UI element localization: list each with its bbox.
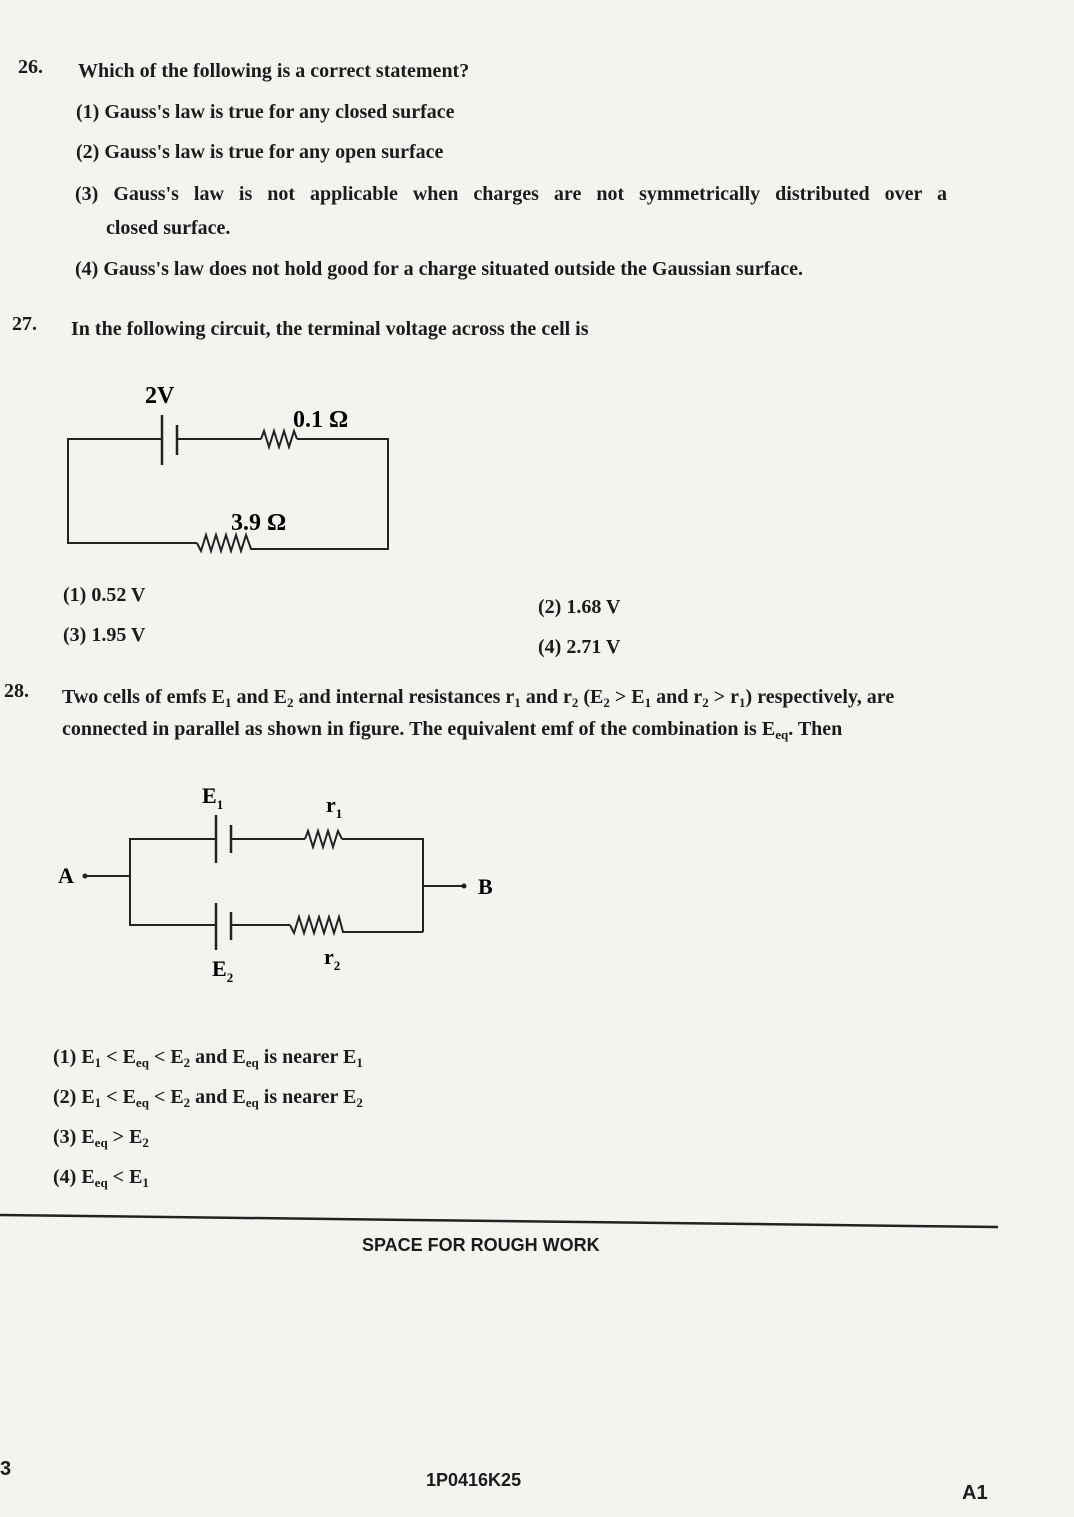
q28-e2-label: $E_2$ (212, 956, 234, 985)
q28-resistor-r1 (305, 831, 342, 847)
q28-parallel-circuit-diagram (50, 770, 510, 995)
q26-option-3: (3) Gauss's law is not applicable when charges are not symmetrically distributed over a (75, 183, 948, 205)
q28-terminal-b (462, 884, 467, 889)
q28-option-4: (4) $E_{eq} < E_1$ (53, 1166, 149, 1190)
q28-wire (130, 839, 216, 925)
q26-option-3-cont: closed surface. (106, 217, 231, 239)
q28-number: 28. (4, 680, 29, 702)
q28-point-b-label: B (478, 874, 493, 899)
q27-number: 27. (12, 313, 37, 335)
q26-option-4: (4) Gauss's law does not hold good for a charge situated outside the Gaussian surface. (75, 258, 804, 280)
q28-e1-label: $E_1$ (202, 783, 224, 812)
q28-option-3: (3) $E_{eq} > E_2$ (53, 1126, 149, 1150)
q26-option-1: (1) Gauss's law is true for any closed surface (76, 101, 455, 123)
q27-question: In the following circuit, the terminal voltage across the cell is (71, 318, 589, 340)
page-edge-number: 3 (0, 1458, 12, 1480)
q27-option-4: (4) 2.71 V (538, 636, 621, 658)
q27-external-resistor (197, 535, 256, 551)
q27-option-3: (3) 1.95 V (63, 624, 146, 646)
rough-work-label: SPACE FOR ROUGH WORK (362, 1235, 600, 1255)
q28-wire (342, 839, 423, 932)
q28-r2-label: $r_2$ (324, 944, 341, 973)
q27-external-resistance-label: 3.9 Ω (231, 510, 287, 536)
set-code: A1 (962, 1482, 988, 1504)
q28-resistor-r2 (290, 917, 423, 933)
q27-internal-resistor (261, 431, 297, 447)
q28-terminal-a (83, 874, 88, 879)
q28-option-1: (1) $E_1 < E_{eq} < E_2$ and $E_{eq}$ is nearer $E_1$ (53, 1046, 363, 1070)
q27-circuit-diagram (55, 375, 415, 565)
q27-cell-emf-label: 2V (145, 383, 175, 409)
q27-option-2: (2) 1.68 V (538, 596, 621, 618)
q27-option-1: (1) 0.52 V (63, 584, 146, 606)
rough-work-divider (0, 1205, 1074, 1235)
q26-number: 26. (18, 56, 43, 78)
q26-question: Which of the following is a correct statement? (78, 60, 470, 82)
q28-option-2: (2) $E_1 < E_{eq} < E_2$ and $E_{eq}$ is nearer $E_2$ (53, 1086, 363, 1110)
paper-code: 1P0416K25 (426, 1470, 522, 1490)
q28-r1-label: $r_1$ (326, 792, 343, 821)
q28-question-line-2: connected in parallel as shown in figure. The equivalent emf of the combination is $E_{eq}$. Then (62, 718, 843, 742)
q28-point-a-label: A (58, 863, 74, 888)
q26-option-2: (2) Gauss's law is true for any open surface (76, 141, 444, 163)
q27-internal-resistance-label: 0.1 Ω (293, 407, 349, 433)
q28-question-line-1: Two cells of emfs $E_1$ and $E_2$ and internal resistances $r_1$ and $r_2$ ($E_2 > E_1$ and $r_2 > r_1$) respectively, are (62, 686, 895, 710)
